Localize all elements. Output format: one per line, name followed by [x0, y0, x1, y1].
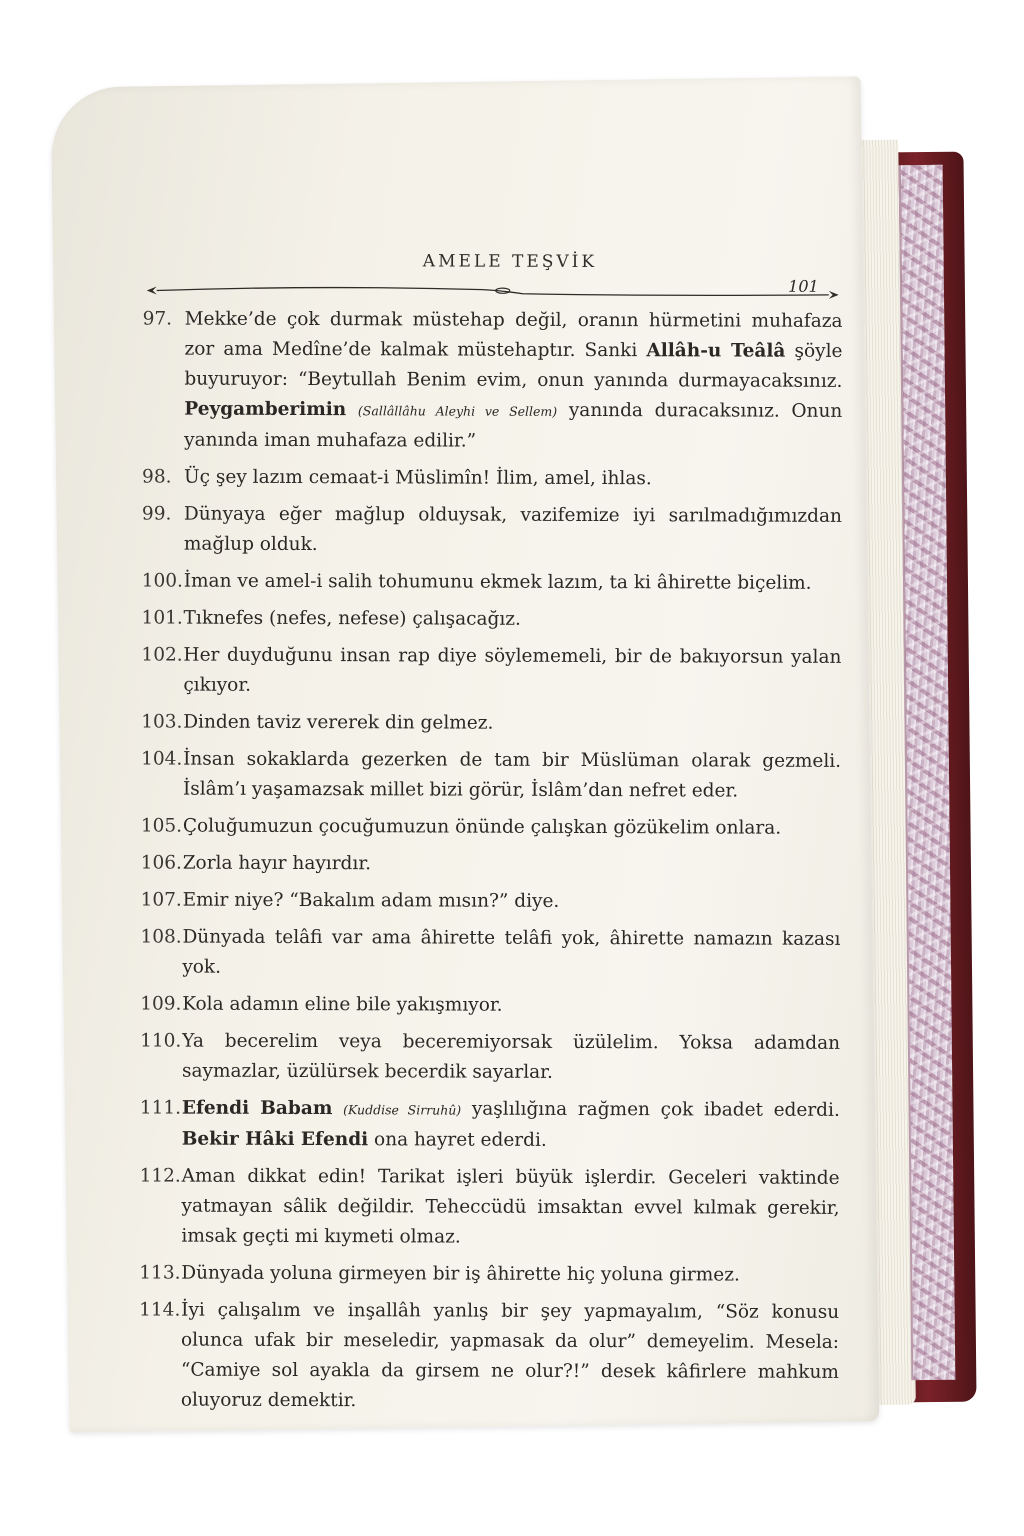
- item-text: [183, 812, 841, 844]
- text-segment: Dünyaya eğer mağlup olduysak, vazifemize iyi sarılmadığımızdan mağlup olduk.: [183, 503, 842, 556]
- list-item: [139, 1258, 839, 1290]
- text-segment: ona hayret ederdi.: [368, 1129, 547, 1151]
- text-segment: [332, 1098, 343, 1119]
- item-text: [182, 990, 840, 1022]
- item-text: [181, 1162, 839, 1254]
- item-number: 104.: [141, 748, 183, 770]
- item-text: [183, 886, 841, 918]
- item-text: [184, 604, 842, 636]
- list-item: [140, 922, 840, 984]
- page-header: [143, 246, 843, 308]
- bold-name: Efendi Babam: [181, 1097, 333, 1120]
- text-segment: Dinden taviz vererek din gelmez.: [183, 711, 494, 734]
- list-item: [142, 499, 842, 561]
- text-segment: İnsan sokaklarda gezerken de tam bir Müslüman olarak gezmeli. İslâm’ı yaşamazsak millet bizi görür, İslâm’dan nefret eder.: [182, 748, 842, 802]
- ornamental-rule: [143, 280, 843, 302]
- numbered-sayings-list: [139, 304, 843, 1424]
- list-item: [142, 566, 842, 598]
- honorific: (Kuddise Sirruhû): [343, 1102, 462, 1118]
- item-number: 106.: [140, 852, 182, 874]
- list-item: [142, 603, 842, 635]
- text-segment: Zorla hayır hayırdır.: [182, 852, 372, 875]
- text-segment: Çoluğumuzun çocuğumuzun önünde çalışkan gözükelim onlara.: [182, 815, 782, 839]
- item-number: 105.: [140, 815, 183, 837]
- list-item: [141, 811, 841, 843]
- text-segment: Dünyada telâfi var ama âhirette telâfi yok, âhirette namazın kazası yok.: [182, 926, 841, 978]
- text-segment: Mekke’de çok durmak müstehap değil, oranın hürmetini muhafaza zor ama Medîne’de kalmak müstehaptır. Sanki: [184, 308, 843, 362]
- list-item: [139, 1295, 839, 1417]
- text-segment: Aman dikkat edin! Tarikat işleri büyük işlerdir. Geceleri vaktinde yatmayan sâlik değildir. Teheccüdü imsaktan evvel kılmak gerekir, imsak geçti mi kıymeti olmaz.: [181, 1165, 840, 1248]
- list-item: [141, 744, 841, 806]
- item-text: [184, 567, 842, 599]
- text-segment: Kola adamın eline bile yakışmıyor.: [182, 993, 503, 1016]
- item-number: 100.: [141, 570, 183, 592]
- item-text: [184, 500, 842, 562]
- text-segment: Her duyduğunu insan rap diye söylememeli, bir de bakıyorsun yalan çıkıyor.: [183, 644, 842, 696]
- honorific: (Sallâllâhu Aleyhi ve Sellem): [357, 403, 558, 419]
- item-text: [181, 1259, 839, 1291]
- item-number: 107.: [140, 889, 182, 911]
- item-text: [183, 641, 841, 703]
- text-segment: Tıknefes (nefes, nefese) çalışacağız.: [183, 607, 521, 630]
- item-number: 103.: [141, 711, 183, 733]
- list-item: [140, 1026, 840, 1088]
- item-number: 97.: [142, 308, 173, 330]
- item-number: 101.: [141, 607, 183, 629]
- text-segment: Ya becerelim veya beceremiyorsak üzülelim. Yoksa adamdan saymazlar, üzülürsek becerdik sayarlar.: [181, 1030, 841, 1083]
- item-number: 111.: [139, 1097, 182, 1119]
- list-item: [141, 885, 841, 917]
- text-segment: [346, 399, 358, 420]
- item-number: 99.: [141, 503, 172, 525]
- item-text: [183, 849, 841, 881]
- item-text: [181, 1296, 839, 1418]
- item-number: 110.: [140, 1030, 182, 1052]
- list-item: [142, 304, 843, 457]
- list-item: [140, 1093, 840, 1156]
- item-text: [182, 923, 840, 985]
- text-segment: Üç şey lazım cemaat-i Müslimîn! İlim, amel, ihlas.: [184, 466, 652, 490]
- page-number: 101: [788, 276, 819, 296]
- item-text: [182, 1027, 840, 1089]
- item-number: 108.: [140, 926, 182, 948]
- item-number: 113.: [139, 1262, 181, 1284]
- item-number: 114.: [139, 1299, 181, 1321]
- list-item: [141, 707, 841, 739]
- page-content: [139, 246, 843, 1412]
- text-segment: Dünyada yoluna girmeyen bir iş âhirette hiç yoluna girmez.: [181, 1262, 740, 1286]
- list-item: [141, 640, 841, 702]
- running-title: AMELE TEŞVİK: [422, 251, 598, 273]
- list-item: [139, 1161, 839, 1253]
- list-item: [140, 989, 840, 1021]
- item-text: [183, 745, 841, 807]
- item-number: 98.: [142, 466, 172, 488]
- item-text: [182, 1094, 840, 1157]
- text-segment: yanında duracaksınız. Onun yanında iman muhafaza edilir.”: [184, 399, 843, 452]
- bold-name: Allâh-u Teâlâ: [646, 340, 786, 362]
- list-item: [141, 848, 841, 880]
- bold-name: Bekir Hâki Efendi: [181, 1128, 369, 1151]
- item-text: [183, 708, 841, 740]
- list-item: [142, 462, 842, 494]
- text-segment: Emir niye? “Bakalım adam mısın?” diye.: [182, 889, 560, 912]
- item-number: 102.: [141, 644, 183, 666]
- item-number: 112.: [139, 1165, 181, 1187]
- text-segment: şöyle buyuruyor: “Beytullah Benim evim, onun yanında durmayacaksınız.: [184, 340, 843, 392]
- bold-name: Peygamberimin: [184, 398, 347, 421]
- text-segment: İman ve amel-i salih tohumunu ekmek lazım, ta ki âhirette biçelim.: [183, 570, 812, 594]
- book-page: [51, 76, 880, 1432]
- item-text: [184, 305, 843, 458]
- text-segment: İyi çalışalım ve inşallâh yanlış bir şey yapmayalım, “Söz konusu olunca ufak bir meseledir, yapmasak da olur” demeyelim. Mesela: “Camiye sol ayakla da girsem ne olur?!” desek kâfirlere mahkum oluyoruz demektir.: [180, 1299, 840, 1412]
- text-segment: yaşlılığına rağmen çok ibadet ederdi.: [461, 1098, 840, 1121]
- item-text: [184, 463, 842, 495]
- item-number: 109.: [140, 993, 182, 1015]
